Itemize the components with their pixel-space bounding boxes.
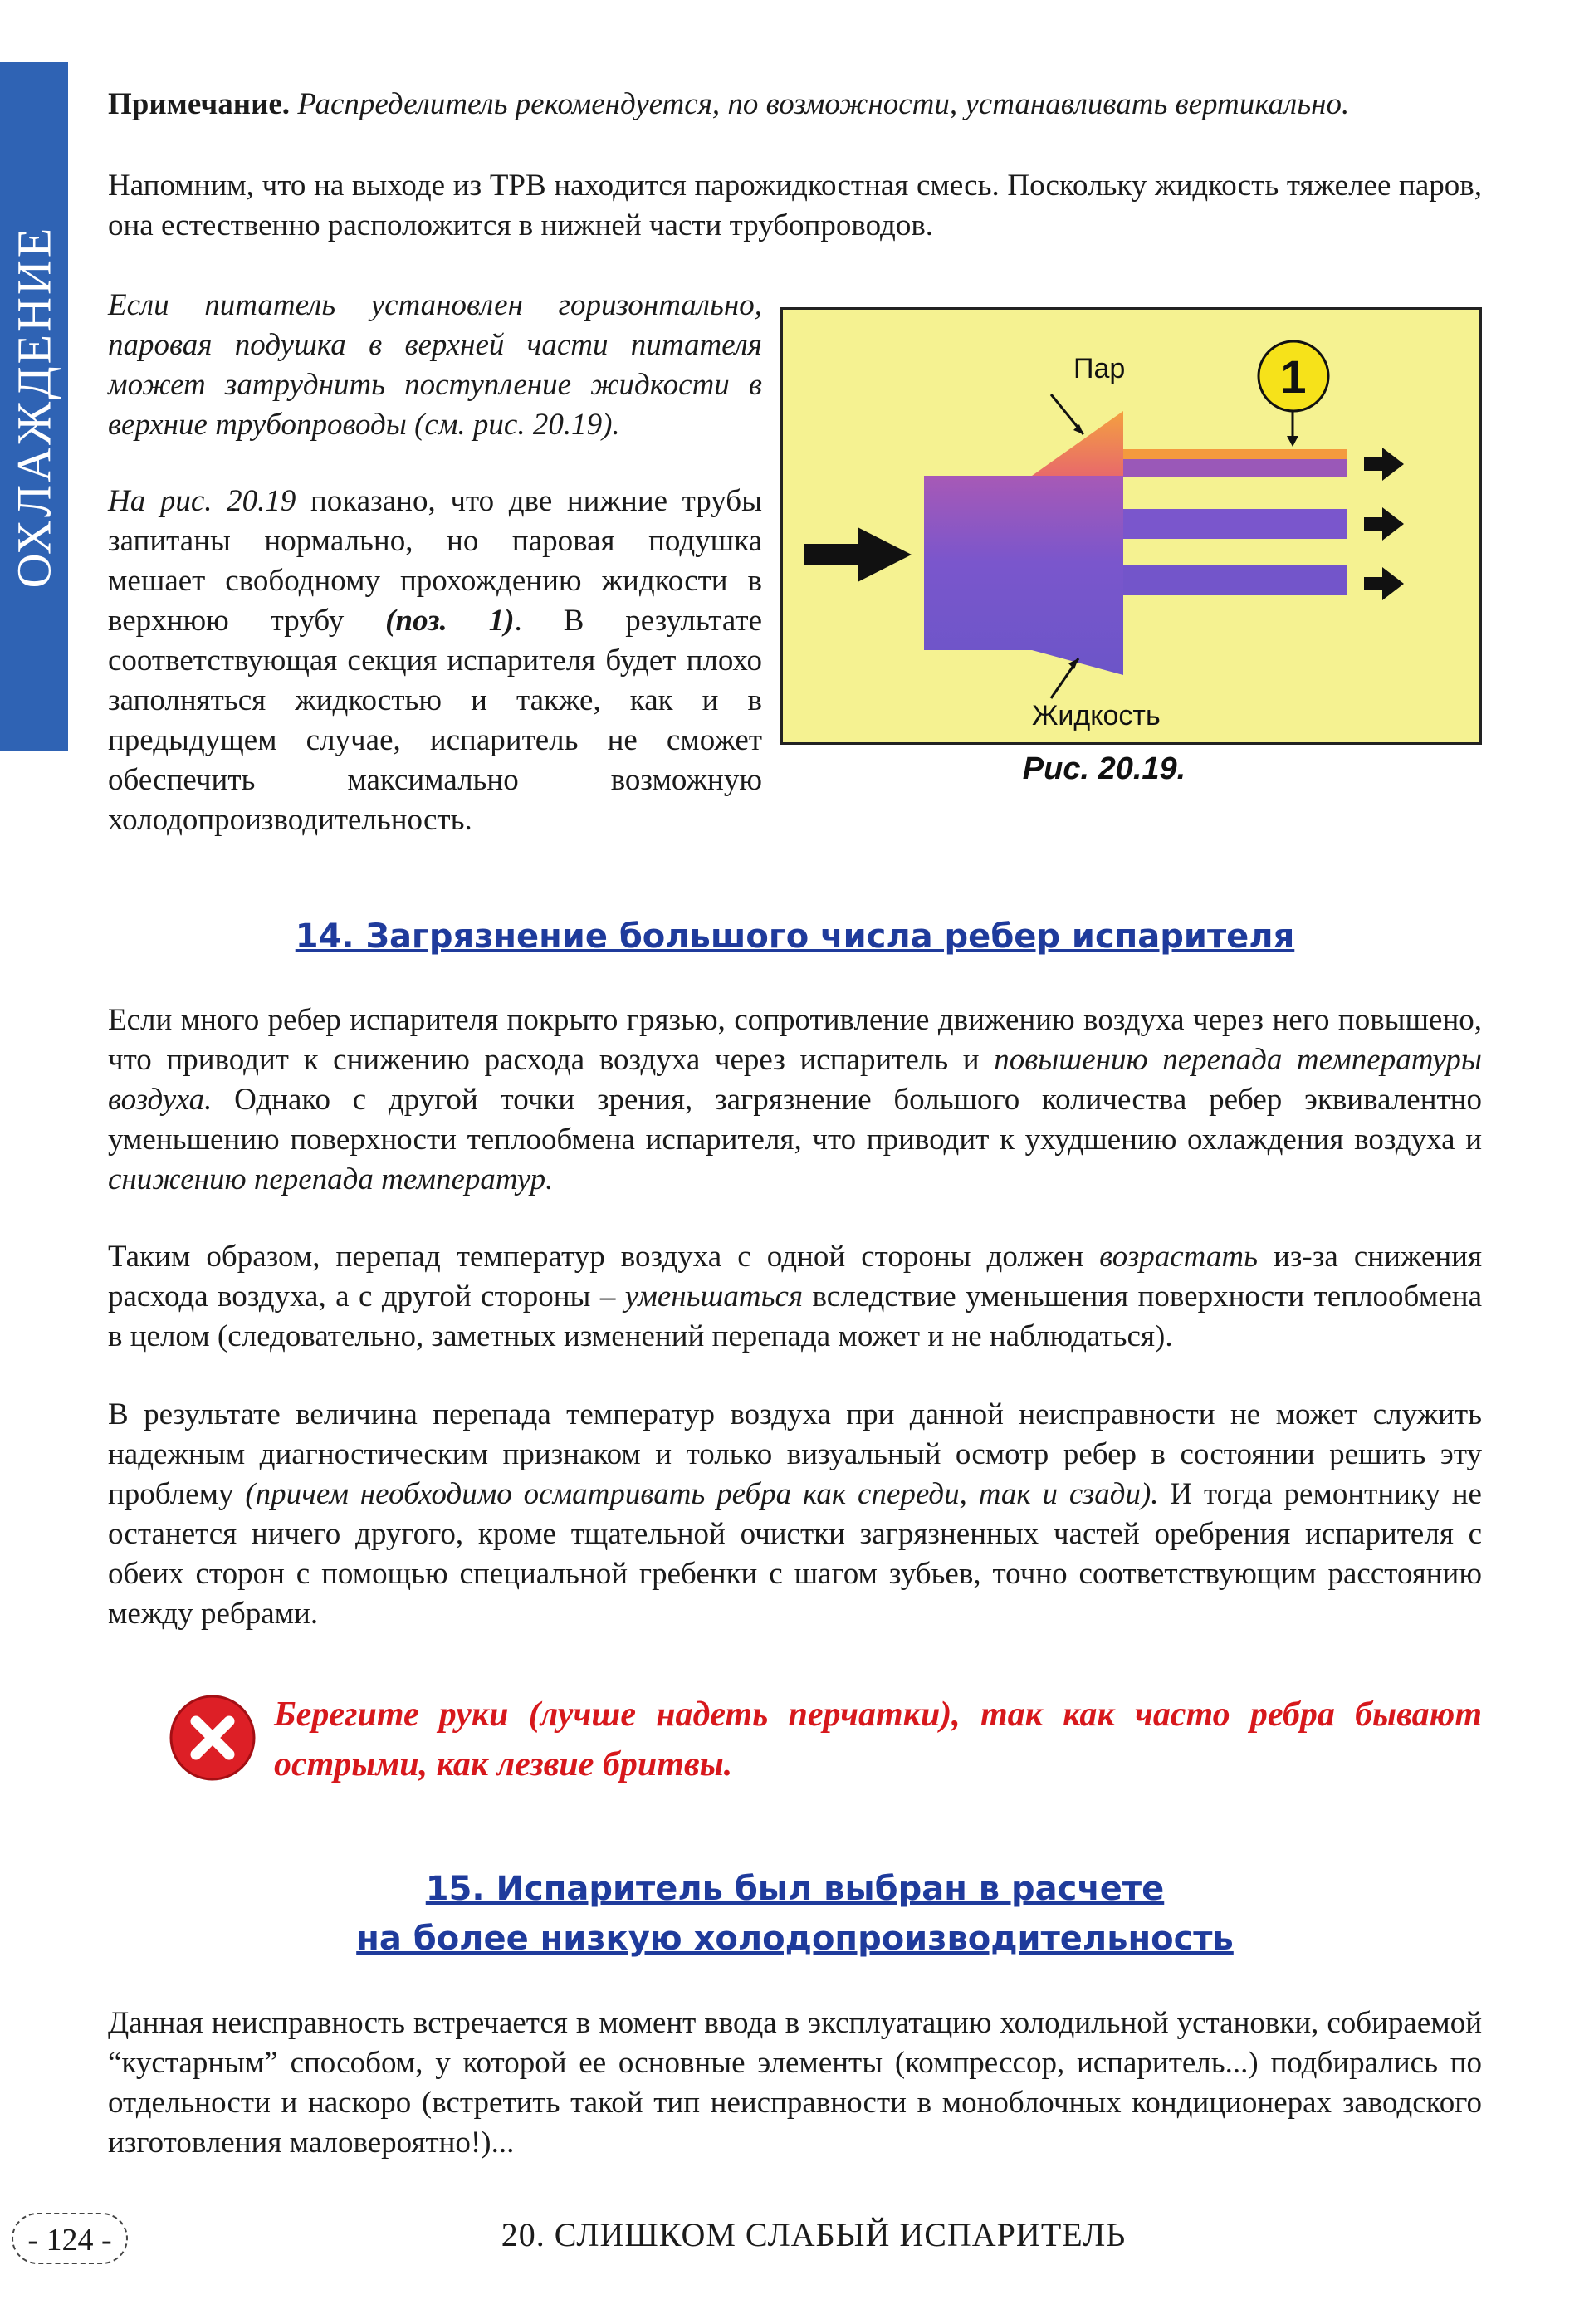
paragraph-5: Данная неисправность встречается в момент ввода в эксплуатацию холодильной установки, собираемой “кустарным” способом, у которой ее основные элементы (компрессор, испаритель...) подбирались по отдельности и наскоро (встретить такой тип неисправности в моноблочных кондиционерах заводского изготовления маловероятно!)...	[108, 2006, 1482, 2160]
outlet-arrow-top	[1364, 448, 1404, 481]
text-span: Однако с другой точки зрения, загрязнение большого количества ребер эквивалентно уменьшению поверхности теплообмена испарителя, что приводит к ухудшению охлаждения воздуха и	[108, 1083, 1482, 1157]
text-span: Если много ребер испарителя покрыто грязью, сопротивление движению воздуха через него повышено, что приводит к снижению расхода воздуха через испаритель и	[108, 1003, 1482, 1077]
emphasis: повышению перепада температуры воздуха.	[108, 1043, 1482, 1117]
figure-description-paragraph	[108, 482, 762, 840]
distributor-vapor-cushion	[1032, 411, 1123, 476]
distributor-liquid	[924, 451, 1123, 675]
text-span: . В результате соответствующая секция испарителя будет плохо заполняться жидкостью и также, как и в предыдущем случае, испаритель не сможет обеспечить максимально возможную холодопроизводительность.	[108, 604, 762, 837]
text-span: И тогда ремонтнику не останется ничего другого, кроме тщательной очистки загрязненных частей оребрения испарителя с обеих сторон с помощью специальной гребенки с шагом зубьев, точно соответствующим расстоянию между ребрами.	[108, 1477, 1482, 1631]
tube-middle	[1123, 509, 1347, 539]
note-label: Примечание.	[108, 87, 291, 121]
emphasis: (причем необходимо осматривать ребра как спереди, так и сзади).	[245, 1477, 1159, 1511]
text-span: показано, что две нижние трубы запитаны нормально, но паровая подушка мешает свободному прохождению жидкости в верхнюю трубу	[108, 484, 762, 638]
emphasis: возрастать	[1099, 1240, 1258, 1274]
tube-top-vapor	[1123, 449, 1347, 459]
outlet-arrow-bottom	[1364, 567, 1404, 600]
note-text: Распределитель рекомендуется, по возможности, устанавливать вертикально.	[297, 87, 1350, 121]
paragraph-1: Напомним, что на выходе из ТРВ находится парожидкостная смесь. Поскольку жидкость тяжелее паров, она естественно расположится в нижней части трубопроводов.	[108, 169, 1482, 242]
warning-x-icon	[169, 1694, 257, 1782]
outlet-arrow-middle	[1364, 507, 1404, 541]
section-15-heading	[108, 1864, 1482, 1964]
figure-reference: На рис. 20.19	[108, 484, 296, 518]
figure-20-19	[780, 307, 1482, 745]
chapter-footer: 20. СЛИШКОМ СЛАБЫЙ ИСПАРИТЕЛЬ	[501, 2216, 1127, 2253]
note-paragraph	[108, 85, 1482, 125]
italic-paragraph: Если питатель установлен горизонтально, паровая подушка в верхней части питателя может затруднить поступление жидкости в верхние трубопроводы (см. рис. 20.19).	[108, 288, 762, 442]
paragraph-3	[108, 1237, 1482, 1357]
side-section-tab	[0, 62, 68, 751]
text-span: Таким образом, перепад температур воздуха с одной стороны должен	[108, 1240, 1100, 1274]
section-15-heading-line-2: на более низкую холодопроизводительность	[356, 1920, 1234, 1958]
text-span: из-за снижения расхода воздуха, а с другой стороны –	[108, 1240, 1482, 1314]
page-number: - 124 -	[12, 2213, 128, 2264]
paragraph-2	[108, 1001, 1482, 1200]
inlet-arrow	[804, 527, 912, 582]
paragraph-4	[108, 1395, 1482, 1634]
section-14-heading: 14. Загрязнение большого числа ребер испарителя	[295, 917, 1295, 956]
text-span: вследствие уменьшения поверхности теплообмена в целом (следовательно, заметных изменений перепада может и не наблюдаться).	[108, 1279, 1482, 1353]
tube-bottom	[1123, 565, 1347, 595]
side-section-label: ОХЛАЖДЕНИЕ	[7, 225, 61, 589]
liquid-label: Жидкость	[1032, 700, 1161, 731]
vapor-label: Пар	[1073, 353, 1126, 384]
distributor-diagram	[783, 310, 1479, 742]
emphasis: снижению перепада температур.	[108, 1162, 554, 1196]
position-reference: (поз. 1)	[385, 604, 515, 638]
text-span: В результате величина перепада температур воздуха при данной неисправности не может служить надежным диагностическим признаком и только визуальный осмотр ребер в состоянии решить эту проблему	[108, 1397, 1482, 1511]
marker-number: 1	[1280, 350, 1307, 403]
section-15-heading-line-1: 15. Испаритель был выбран в расчете	[425, 1870, 1165, 1908]
figure-caption: Рис. 20.19.	[1022, 751, 1186, 786]
warning-text: Берегите руки (лучше надеть перчатки), так как часто ребра бывают острыми, как лезвие бритвы.	[274, 1695, 1482, 1783]
emphasis: уменьшаться	[624, 1279, 804, 1314]
